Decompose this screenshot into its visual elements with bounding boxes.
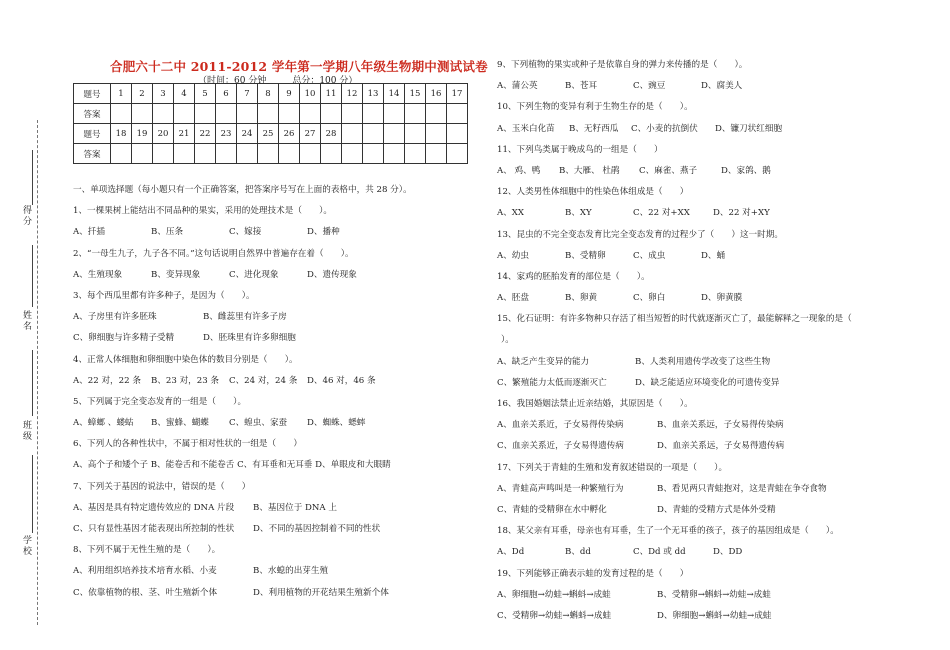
option-row xyxy=(497,479,917,500)
answer-cell[interactable] xyxy=(300,104,321,124)
table-cell xyxy=(384,124,405,144)
option[interactable]: B、dd xyxy=(565,547,591,558)
table-cell: 题号 xyxy=(74,124,111,144)
option[interactable]: A、生殖现象 xyxy=(73,269,123,280)
option[interactable]: A、缺乏产生变异的能力 xyxy=(497,356,590,367)
answer-cell[interactable] xyxy=(300,144,321,164)
option-row xyxy=(73,371,473,392)
option-row xyxy=(497,203,917,224)
option-row xyxy=(497,585,917,606)
option[interactable]: B、水螅的出芽生殖 xyxy=(253,566,329,577)
option-row xyxy=(497,246,917,267)
option-row xyxy=(497,500,917,521)
option[interactable]: B、受精卵→蝌蚪→幼蛙→成蛙 xyxy=(657,589,771,600)
question-text: 12、人类男性体细胞中的性染色体组成是（ ） xyxy=(497,187,689,198)
option[interactable]: B、血亲关系远，子女易得传染病 xyxy=(657,420,784,431)
option[interactable]: A、扦插 xyxy=(73,227,105,238)
answer-cell[interactable] xyxy=(426,104,447,124)
option[interactable]: C、卵细胞与许多精子受精 xyxy=(73,333,175,344)
question-text: 5、下列属于完全变态发育的一组是（ ）。 xyxy=(73,396,247,407)
exam-title: 合肥六十二中 2011-2012 学年第一学期八年级生物期中测试试卷 xyxy=(110,59,488,74)
table-cell: 1 xyxy=(111,84,132,104)
answer-cell[interactable] xyxy=(111,104,132,124)
table-row xyxy=(74,84,468,104)
option[interactable]: B、23 对，23 条 xyxy=(151,375,220,386)
table-cell: 26 xyxy=(279,124,300,144)
table-row xyxy=(74,104,468,124)
option[interactable]: B、压条 xyxy=(151,227,184,238)
option[interactable]: B、无籽西瓜 xyxy=(569,123,619,134)
option[interactable]: B、雌蕊里有许多子房 xyxy=(203,312,287,323)
option[interactable]: A、XX xyxy=(497,208,525,219)
option[interactable]: B、XY xyxy=(565,208,592,219)
option[interactable]: C、进化现象 xyxy=(229,269,279,280)
option[interactable]: D、胚珠里有许多卵细胞 xyxy=(203,333,296,344)
option-row xyxy=(73,498,473,519)
right-column xyxy=(497,55,917,627)
option[interactable]: C、豌豆 xyxy=(633,81,666,92)
option-row[interactable]: A、高个子和矮个子 B、能卷舌和不能卷舌 C、有耳垂和无耳垂 D、单眼皮和大眼睛 xyxy=(73,460,391,471)
option[interactable]: D、不同的基因控制着不同的性状 xyxy=(253,524,381,534)
option[interactable]: D、卵黄膜 xyxy=(701,293,743,304)
option[interactable]: B、卵黄 xyxy=(565,293,598,304)
table-cell xyxy=(384,144,405,164)
option[interactable]: B、人类利用遗传学改变了这些生物 xyxy=(635,356,771,367)
option-row xyxy=(73,307,473,328)
option-row xyxy=(497,542,917,563)
table-cell: 23 xyxy=(216,124,237,144)
question-text: 1、一棵果树上能结出不同品种的果实，采用的处理技术是（ ）。 xyxy=(73,206,332,217)
option[interactable]: A、基因是具有特定遗传效应的 DNA 片段 xyxy=(73,502,235,513)
option[interactable]: A、Dd xyxy=(497,547,525,558)
answer-cell[interactable] xyxy=(279,144,300,164)
answer-cell[interactable] xyxy=(405,104,426,124)
question-text: 17、下列关于青蛙的生殖和发育叙述错误的一项是（ ）。 xyxy=(497,462,728,473)
option[interactable]: B、基因位于 DNA 上 xyxy=(253,502,337,513)
table-cell: 13 xyxy=(363,84,384,104)
option[interactable]: A、玉米白化苗 xyxy=(497,123,555,134)
option[interactable]: A、利用组织培养技术培育水稻、小麦 xyxy=(73,566,217,577)
option[interactable]: B、变异现象 xyxy=(151,269,201,280)
answer-cell[interactable] xyxy=(153,144,174,164)
table-cell: 9 xyxy=(279,84,300,104)
question-text: 2、“一母生九子，九子各不同。”这句话说明自然界中普遍存在着（ ）。 xyxy=(73,248,354,259)
table-cell: 25 xyxy=(258,124,279,144)
option-row xyxy=(73,222,473,243)
option[interactable]: C、Dd 或 dd xyxy=(633,547,686,558)
answer-cell[interactable] xyxy=(321,104,342,124)
answer-cell[interactable] xyxy=(237,144,258,164)
table-cell: 18 xyxy=(111,124,132,144)
side-label-school: 学校 xyxy=(21,535,31,557)
option[interactable]: D、46 对，46 条 xyxy=(307,375,376,386)
option[interactable]: A、22 对，22 条 xyxy=(73,375,141,386)
side-label-class: 班级 xyxy=(21,420,31,442)
table-cell: 5 xyxy=(195,84,216,104)
question-text: 4、正常人体细胞和卵细胞中染色体的数目分别是（ ）。 xyxy=(73,354,298,365)
answer-cell[interactable] xyxy=(174,104,195,124)
question-text: 14、家鸡的胚胎发育的部位是（ ）。 xyxy=(497,271,650,282)
question-text: 11、下列鸟类属于晚成鸟的一组是（ ） xyxy=(497,144,663,155)
option[interactable]: C、血亲关系近，子女易得遗传病 xyxy=(497,441,624,452)
option[interactable]: C、青蛙的受精卵在水中孵化 xyxy=(497,504,607,515)
table-cell: 2 xyxy=(132,84,153,104)
option[interactable]: C、依靠植物的根、茎、叶生殖新个体 xyxy=(73,587,218,598)
left-column xyxy=(73,180,473,604)
option[interactable]: D、腐美人 xyxy=(701,81,743,92)
answer-cell[interactable] xyxy=(237,104,258,124)
table-cell: 20 xyxy=(153,124,174,144)
answer-cell[interactable] xyxy=(258,104,279,124)
answer-cell[interactable] xyxy=(174,144,195,164)
table-cell: 答案 xyxy=(74,144,111,164)
answer-cell[interactable] xyxy=(111,144,132,164)
option[interactable]: B、看见两只青蛙抱对，这是青蛙在争夺食物 xyxy=(657,483,827,494)
question-text: 3、每个西瓜里都有许多种子，是因为（ ）。 xyxy=(73,290,255,301)
option[interactable]: C、繁殖能力太低而逐渐灭亡 xyxy=(497,377,607,388)
answer-cell[interactable] xyxy=(321,144,342,164)
table-cell xyxy=(447,124,468,144)
option[interactable]: D、播种 xyxy=(307,227,340,238)
option[interactable]: D、蜘蛛、蟋蟀 xyxy=(307,418,366,429)
question-text: 6、下列人的各种性状中，不属于相对性状的一组是（ ） xyxy=(73,439,302,450)
table-cell: 4 xyxy=(174,84,195,104)
option[interactable]: C、卵白 xyxy=(633,293,666,304)
option[interactable]: D、卵细胞→蝌蚪→幼蛙→成蛙 xyxy=(657,610,772,621)
answer-cell[interactable] xyxy=(363,104,384,124)
table-cell: 22 xyxy=(195,124,216,144)
option[interactable]: A、血亲关系近，子女易得传染病 xyxy=(497,420,624,431)
option-row xyxy=(497,436,917,457)
total-score: 总分：100 分） xyxy=(292,76,358,86)
option-row xyxy=(73,561,473,582)
option-row xyxy=(73,328,473,349)
option-row xyxy=(497,415,917,436)
option[interactable]: B、苍耳 xyxy=(565,81,598,92)
option[interactable]: B、蜜蜂、蝴蝶 xyxy=(151,418,209,429)
answer-cell[interactable] xyxy=(153,104,174,124)
option[interactable]: D、蛹 xyxy=(701,250,726,261)
option[interactable]: A、幼虫 xyxy=(497,250,529,261)
question-text: 9、下列植物的果实或种子是依靠自身的弹力来传播的是（ ）。 xyxy=(497,60,748,70)
table-row xyxy=(74,124,468,144)
answer-cell[interactable] xyxy=(216,104,237,124)
table-cell xyxy=(405,144,426,164)
side-label-score: 得分 xyxy=(21,205,31,227)
side-label-name: 姓名 xyxy=(21,310,31,332)
class-blank xyxy=(32,350,33,416)
table-cell: 28 xyxy=(321,124,342,144)
school-field xyxy=(20,535,33,557)
table-cell: 14 xyxy=(384,84,405,104)
option[interactable]: D、利用植物的开花结果生殖新个体 xyxy=(253,587,389,598)
option[interactable]: C、受精卵→幼蛙→蝌蚪→成蛙 xyxy=(497,610,612,621)
answer-table xyxy=(73,83,468,164)
table-cell: 3 xyxy=(153,84,174,104)
option[interactable]: A、青蛙高声鸣叫是一种繁殖行为 xyxy=(497,483,624,494)
option-row xyxy=(497,288,917,309)
table-cell: 答案 xyxy=(74,104,111,124)
option[interactable]: C、小麦的抗倒伏 xyxy=(631,123,698,134)
table-cell xyxy=(342,124,363,144)
answer-cell[interactable] xyxy=(216,144,237,164)
question-text: 15、化石证明：有许多物种只存活了相当短暂的时代就逐渐灭亡了，最能解释之一现象的是（ xyxy=(497,314,852,325)
table-cell: 15 xyxy=(405,84,426,104)
option[interactable]: D、镰刀状红细胞 xyxy=(715,123,783,134)
option-row xyxy=(497,161,917,182)
option[interactable]: B、受精卵 xyxy=(565,250,606,261)
table-cell xyxy=(426,124,447,144)
option[interactable]: A、 鸡、鸭 xyxy=(497,165,541,176)
option[interactable]: A、卵细胞→幼蛙→蝌蚪→成蛙 xyxy=(497,589,611,600)
option-row xyxy=(497,76,917,97)
score-field xyxy=(20,205,33,227)
option[interactable]: A、胚盘 xyxy=(497,293,529,304)
table-cell: 21 xyxy=(174,124,195,144)
option[interactable]: D、青蛙的受精方式是体外受精 xyxy=(657,504,776,515)
question-text-cont: ）。 xyxy=(501,335,514,346)
table-cell: 24 xyxy=(237,124,258,144)
option[interactable]: D、22 对+XY xyxy=(713,208,770,219)
option[interactable]: C、嫁接 xyxy=(229,227,262,238)
option[interactable]: D、DD xyxy=(713,547,743,558)
time-limit: （时间：60 分钟 xyxy=(198,76,267,86)
table-cell xyxy=(405,124,426,144)
answer-cell[interactable] xyxy=(384,104,405,124)
question-text: 18、某父亲有耳垂，母亲也有耳垂，生了一个无耳垂的孩子，孩子的基因组成是（ ）。 xyxy=(497,526,839,537)
option-row xyxy=(73,265,473,286)
table-cell: 17 xyxy=(447,84,468,104)
table-cell xyxy=(447,144,468,164)
option[interactable]: C、麻雀、燕子 xyxy=(639,165,698,176)
table-cell xyxy=(426,144,447,164)
table-cell xyxy=(342,144,363,164)
answer-cell[interactable] xyxy=(279,104,300,124)
table-cell: 6 xyxy=(216,84,237,104)
answer-cell[interactable] xyxy=(195,144,216,164)
table-cell: 10 xyxy=(300,84,321,104)
option[interactable]: D、血亲关系远，子女易得遗传病 xyxy=(657,441,785,452)
option-row xyxy=(497,352,917,373)
answer-cell[interactable] xyxy=(132,104,153,124)
table-cell: 12 xyxy=(342,84,363,104)
question-text: 16、我国婚姻法禁止近亲结婚，其原因是（ ）。 xyxy=(497,399,693,409)
question-text: 7、下列关于基因的说法中，错误的是（ ） xyxy=(73,481,251,492)
section-heading: 一、单项选择题（每小题只有一个正确答案，把答案序号写在上面的表格中，共 28 分）。 xyxy=(73,185,412,195)
table-cell: 11 xyxy=(321,84,342,104)
table-cell xyxy=(363,144,384,164)
table-cell: 16 xyxy=(426,84,447,104)
question-text: 10、下列生物的变异有利于生物生存的是（ ）。 xyxy=(497,102,693,113)
table-cell xyxy=(363,124,384,144)
option[interactable]: D、遗传现象 xyxy=(307,269,357,280)
option-row xyxy=(497,119,917,140)
answer-cell[interactable] xyxy=(132,144,153,164)
name-field xyxy=(20,310,33,332)
option[interactable]: A、子房里有许多胚珠 xyxy=(73,312,157,323)
table-cell: 19 xyxy=(132,124,153,144)
name-blank xyxy=(32,245,33,307)
option[interactable]: C、蝗虫、家蚕 xyxy=(229,418,288,429)
table-cell: 27 xyxy=(300,124,321,144)
option[interactable]: C、成虫 xyxy=(633,250,666,261)
score-blank xyxy=(32,150,33,205)
option[interactable]: A、蒲公英 xyxy=(497,81,538,92)
table-cell: 7 xyxy=(237,84,258,104)
question-text: 8、下列不属于无性生殖的是（ ）。 xyxy=(73,545,221,556)
option[interactable]: D、缺乏能适应环境变化的可遗传变异 xyxy=(635,377,780,388)
answer-cell[interactable] xyxy=(258,144,279,164)
option-row xyxy=(73,519,473,540)
answer-cell[interactable] xyxy=(195,104,216,124)
question-text: 13、昆虫的不完全变态发育比完全变态发育的过程少了（ ）这一时期。 xyxy=(497,229,783,240)
table-cell: 题号 xyxy=(74,84,111,104)
table-row xyxy=(74,144,468,164)
option-row xyxy=(497,606,917,627)
option-row xyxy=(73,413,473,434)
question-text: 19、下列能够正确表示蛙的发育过程的是（ ） xyxy=(497,568,689,579)
option[interactable]: B、大雁、 杜鹃 xyxy=(559,165,620,176)
school-blank xyxy=(32,455,33,533)
answer-cell[interactable] xyxy=(342,104,363,124)
option[interactable]: C、24 对，24 条 xyxy=(229,375,298,386)
option-row xyxy=(73,583,473,604)
class-field xyxy=(20,420,33,442)
option[interactable]: A、蟑螂 、蝼蛄 xyxy=(73,418,134,429)
option[interactable]: C、只有显性基因才能表现出所控制的性状 xyxy=(73,524,235,534)
answer-cell[interactable] xyxy=(447,104,468,124)
option[interactable]: D、家鸽、鹅 xyxy=(721,165,771,176)
binding-line xyxy=(37,120,38,625)
table-cell: 8 xyxy=(258,84,279,104)
option-row xyxy=(497,373,917,394)
option[interactable]: C、22 对+XX xyxy=(633,208,690,219)
